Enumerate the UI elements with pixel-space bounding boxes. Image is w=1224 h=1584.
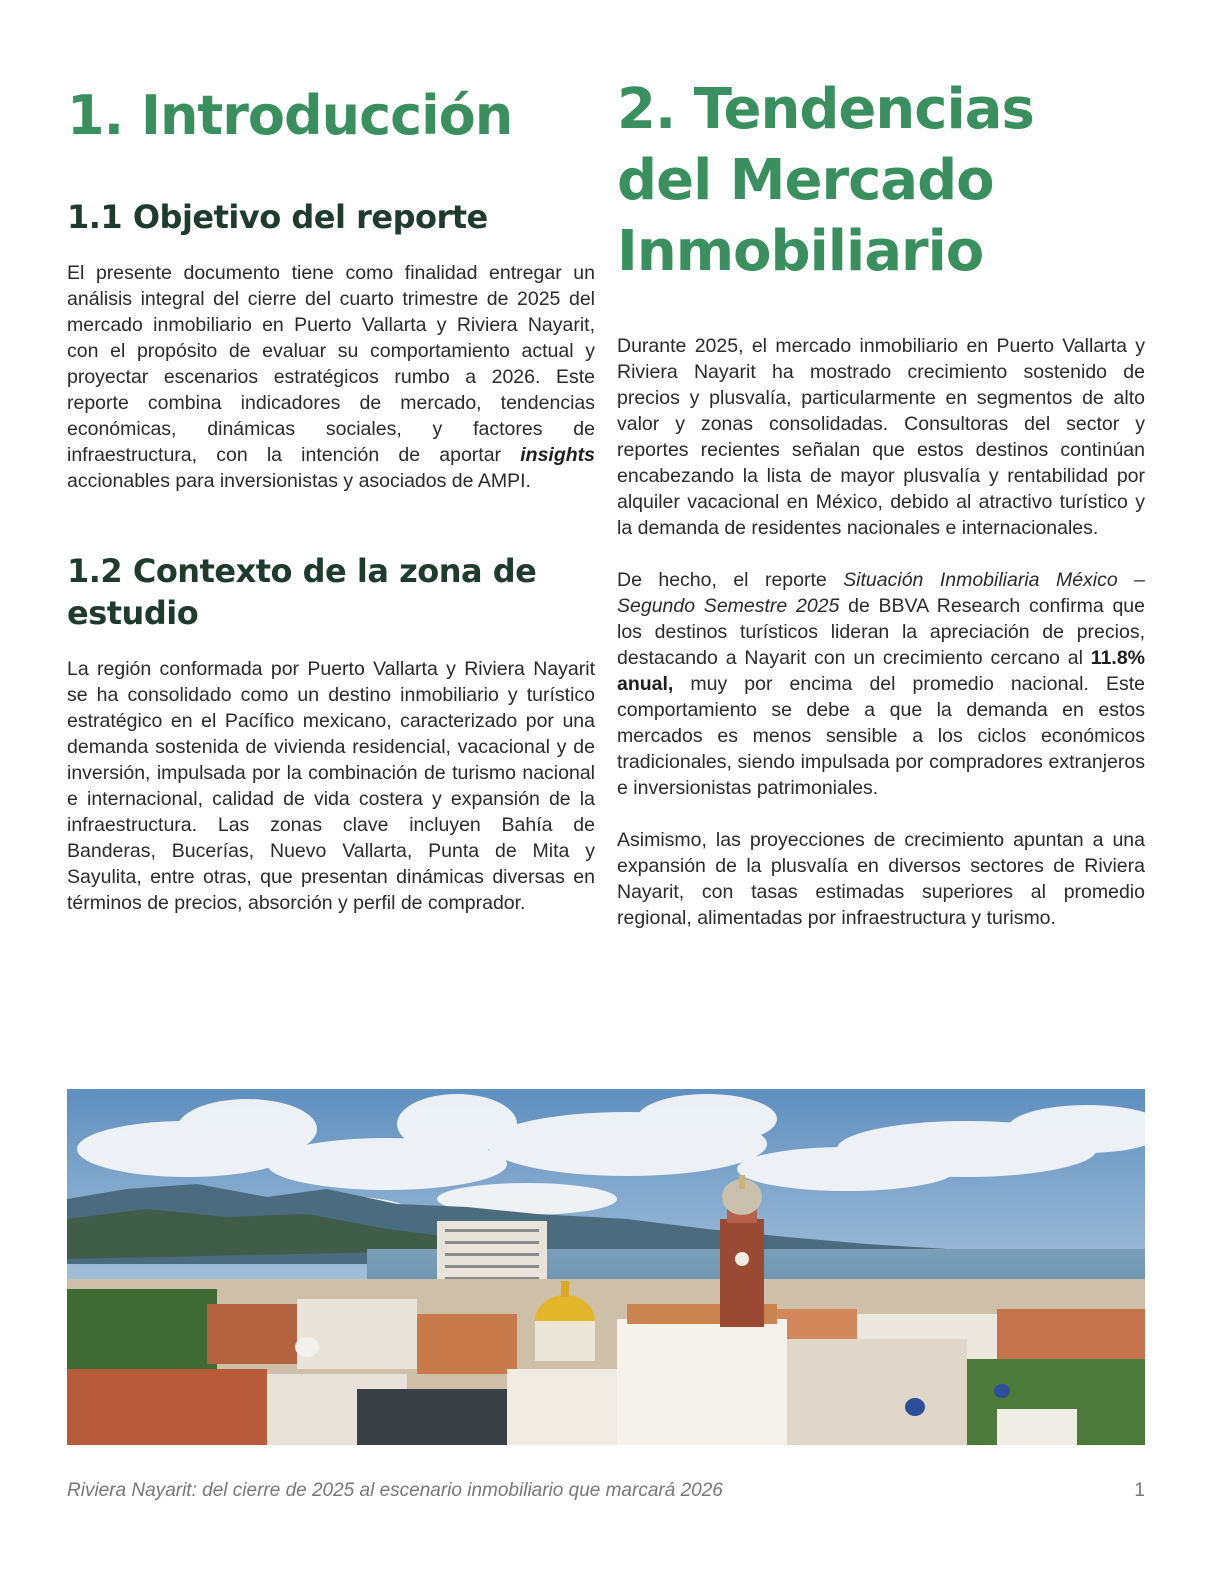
paragraph-tendencias-2: De hecho, el reporte Situación Inmobiliaria México – Segundo Semestre 2025 de BBVA Research confirma que los destinos turísticos lideran la apreciación de precios, destacando a Nayarit con un crecimiento cercano al 11.8% anual, muy por encima del promedio nacional. Este comportamiento se debe a que la demanda en estos mercados es menos sensible a los ciclos económicos tradicionales, siendo impulsada por compradores extranjeros e inversionistas patrimoniales. xyxy=(617,569,1146,799)
subsection-heading-objetivo: 1.1 Objetivo del reporte xyxy=(67,198,488,236)
right-column xyxy=(617,70,1145,931)
section-title-introduccion: 1. Introducción xyxy=(67,84,513,147)
paragraph-tendencias-3: Asimismo, las proyecciones de crecimiento apuntan a una expansión de la plusvalía en diversos sectores de Riviera Nayarit, con tasas estimadas superiores al promedio regional, alimentadas por infraestructura y turismo. xyxy=(617,829,1145,929)
page-number: 1 xyxy=(1134,1480,1145,1501)
subsection-heading-contexto: 1.2 Contexto de la zona de estudio xyxy=(67,552,537,632)
footer-title: Riviera Nayarit: del cierre de 2025 al escenario inmobiliario que marcará 2026 xyxy=(67,1480,723,1501)
paragraph-tendencias-1: Durante 2025, el mercado inmobiliario en Puerto Vallarta y Riviera Nayarit ha mostrado crecimiento sostenido de precios y plusvalía, particularmente en segmentos de alto valor y zonas consolidadas. Consultoras del sector y reportes recientes señalan que estos destinos continúan encabezando la lista de mayor plusvalía y rentabilidad por alquiler vacacional en México, debido al atractivo turístico y la demanda de residentes nacionales e internacionales. xyxy=(617,335,1145,539)
puerto-vallarta-photo xyxy=(67,1089,1145,1445)
paragraph-contexto: La región conformada por Puerto Vallarta y Riviera Nayarit se ha consolidado como un destino inmobiliario y turístico estratégico en el Pacífico mexicano, caracterizado por una demanda sostenida de vivienda residencial, vacacional y de inversión, impulsada por la combinación de turismo nacional e internacional, calidad de vida costera y expansión de la infraestructura. Las zonas clave incluyen Bahía de Banderas, Bucerías, Nuevo Vallarta, Punta de Mita y Sayulita, entre otras, que presentan dinámicas diversas en términos de precios, absorción y perfil de comprador. xyxy=(67,658,595,914)
section-title-tendencias: 2. Tendencias del Mercado Inmobiliario xyxy=(617,77,1034,284)
page-footer xyxy=(67,1480,1145,1506)
report-title-italic: Situación Inmobiliaria México – Segundo Semestre 2025 xyxy=(617,569,1146,617)
paragraph-objetivo: El presente documento tiene como finalidad entregar un análisis integral del cierre del cuarto trimestre de 2025 del mercado inmobiliario en Puerto Vallarta y Riviera Nayarit, con el propósito de evaluar su comportamiento actual y proyectar escenarios estratégicos rumbo a 2026. Este reporte combina indicadores de mercado, tendencias económicas, dinámicas sociales, y factores de infraestructura, con la intención de aportar insights accionables para inversionistas y asociados de AMPI. xyxy=(67,262,595,492)
growth-figure: 11.8% anual, xyxy=(617,647,1145,695)
left-column xyxy=(67,70,595,916)
emphasis-insights: insights xyxy=(520,444,595,466)
